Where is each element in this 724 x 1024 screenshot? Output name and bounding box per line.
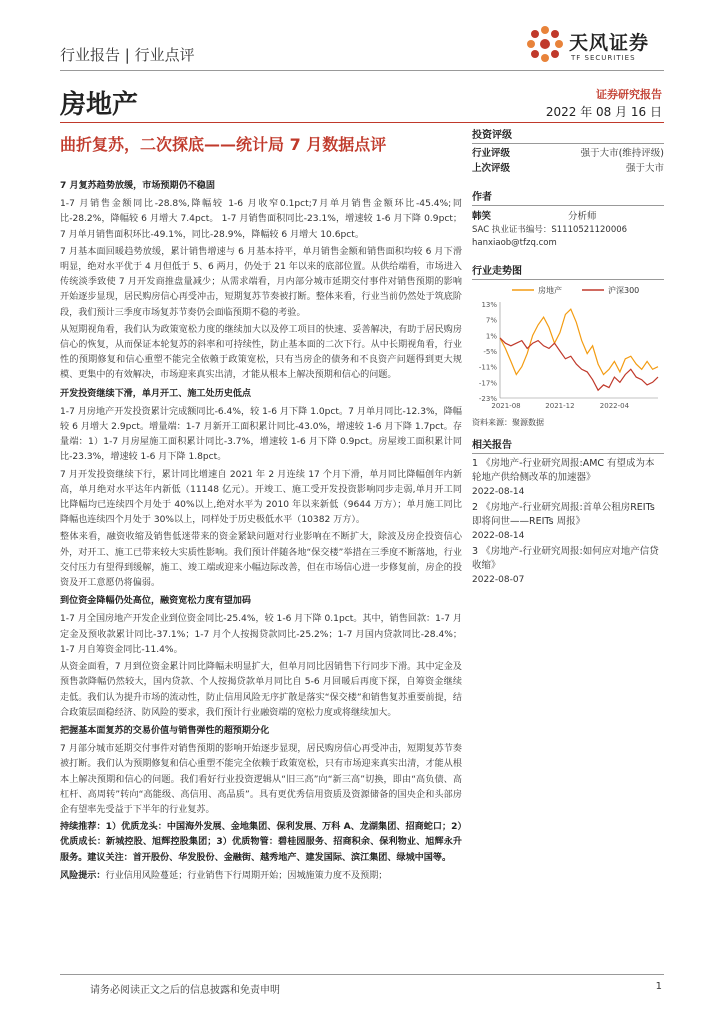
x-tick-label: 2022-04 [599,402,630,410]
related-item[interactable] [472,545,664,587]
rating-value: 强于大市(维持评级) [580,148,664,159]
related-panel [472,436,664,587]
page-number: 1 [655,981,662,992]
trend-chart [472,282,664,412]
y-tick-label: 1% [485,332,497,341]
related-item-date: 2022-08-14 [472,531,525,541]
paragraph: 7 月基本面回暖趋势放缓，累计销售增速与 6 月基本持平，单月销售金额和销售面积均较 6 月下滑明显，绝对水平优于 4 月但低于 5、6 两月，仍处于 21 年以来的底部位置。从供给端看，市场进入传统淡季致使 7 月开发商推盘量减少；从需求端看，月内部分城市延期交付事件对销售预期的影响开始逐步显现，居民购房信心再受冲击，短期复苏节奏被打断。整体来看，行业当前仍然处于筑底阶段，我们预计三季度市场复苏节奏仍会面临预期不稳的考验。 [60,246,462,318]
section-heading: 到位资金降幅仍处高位，融资宽松力度有望加码 [60,596,251,607]
legend-label: 房地产 [538,286,562,295]
rating-title: 投资评级 [472,130,512,141]
author-row [472,210,664,224]
related-item-title[interactable]: 1 《房地产-行业研究周报:AMC 有望成为本轮地产供给侧改革的加速器》 [472,458,655,483]
related-item[interactable] [472,501,664,543]
headline: 曲折复苏，二次探底——统计局 7 月数据点评 [60,135,387,154]
logo-name: 天风证券 [569,32,650,54]
paragraph: 从资金面看，7 月到位资金累计同比降幅未明显扩大，但单月同比因销售下行同步下滑。其中定金及预售款降幅仍然较大，国内贷款、个人按揭贷款单月同比自 5-6 月回暖后再度下探，自筹资金继续走低。我们认为提升市场的流动性，防止信用风险无序扩散是落实“保交楼”和销售复苏重要前提，结合政策层面稳经济、防风险的要求，我们预计行业融资端的宽松力度或将继续加大。 [60,662,462,718]
x-tick-label: 2021-12 [545,402,575,410]
rating-row [472,146,664,161]
y-tick-label: -5% [483,348,497,356]
risk-label: 风险提示： [60,870,106,881]
risk-note [60,869,462,884]
rating-key: 行业评级 [472,148,511,159]
y-tick-label: -17% [478,379,497,388]
chart-title: 行业走势图 [472,266,522,277]
related-item-title[interactable]: 3 《房地产-行业研究周报:如何应对地产信贷收缩》 [472,546,659,571]
related-divider [472,453,664,454]
chart-divider [472,279,664,280]
series-line [500,309,658,374]
report-date: 2022 年 08 月 16 日 [545,105,662,119]
y-tick-label: 13% [481,301,497,309]
paragraph: 从短期视角看，我们认为政策宽松力度的继续加大以及停工项目的快速、妥善解决，有助于居民购房信心的恢复，从而保证本轮复苏的斜率和可持续性，防止基本面的二次下行。从中长期视角看，行业性的预期修复和信心重塑不能完全依赖于政策宽松，只有当房企的债务和不良资产问题得到更大规模、更集中的有效解决，市场迎来真实出清，才能从根本上解决预期和信心的问题。 [60,324,462,381]
author-title: 作者 [472,192,492,203]
paragraph: 1-7 月房地产开发投资累计完成额同比-6.4%，较 1-6 月下降 1.0pct。7 月单月同比-12.3%，降幅较 6 月增大 2.9pct。增量端：1-7 月新开工面积累计同比-43.0%，增速较 1-6 月下降 1.7pct。存量端：1）1-7 月房屋施工面积累计同比-3.7%，增速较 1-6 月下降 0.9pct。房屋竣工面积累计同比-23.3%，增速较 1-6 月下降 1.8pct。 [60,406,462,463]
rating-panel [472,126,664,176]
legend-label: 沪深300 [608,286,640,295]
section-heading: 开发投资继续下滑，单月开工、施工处历史低点 [60,388,251,399]
x-tick-label: 2021-08 [491,402,521,410]
paragraph: 7 月开发投资继续下行，累计同比增速自 2021 年 2 月连续 17 个月下滑，单月同比降幅创年内新高，单月绝对水平达年内新低（11148 亿元）。开竣工、施工受开发投资影响同步走弱,单月开工同比降幅均已连续四个月处于 40%以上,绝对水平为 2010 年以来新低（9644 万方）；单月施工同比降幅也连续四个月处于 30%以上，同样处于历史极低水平（10382 万方）。 [60,469,462,526]
industry-title: 房地产 [60,90,139,120]
author-email[interactable]: hanxiaob@tfzq.com [472,238,557,248]
y-tick-label: -11% [478,363,497,372]
author-license: SAC 执业证书编号：S1110521120006 [472,225,628,235]
paragraph: 持续推荐：1）优质龙头：中国海外发展、金地集团、保利发展、万科 A、龙湖集团、招商蛇口；2）优质成长：新城控股、旭辉控股集团；3）优质物管：碧桂园服务、招商积余、保利物业、旭辉永升服务。建议关注：首开股份、华发股份、金融街、越秀地产、建发国际、滨江集团、绿城中国等。 [60,822,462,863]
author-name: 韩笑 [472,211,492,222]
rating-row [472,161,664,176]
main-content [60,176,462,886]
y-tick-label: 7% [485,316,497,325]
footer-disclaimer: 请务必阅读正文之后的信息披露和免责申明 [90,985,280,996]
related-title: 相关报告 [472,440,512,451]
rating-value: 强于大市 [625,163,664,174]
author-panel [472,188,664,250]
paragraph: 整体来看，融资收缩及销售低迷带来的资金紧缺问题对行业影响在不断扩大，除波及房企投资信心外，对开工、施工已带来较大实质性影响。我们预计伴随各地“保交楼”举措在三季度不断落地，行业交付压力有望得到缓解，施工、竣工端或迎来小幅边际改善，但在市场信心进一步修复前，房企的投资及开工意愿仍将偏弱。 [60,532,462,589]
section-heading: 把握基本面复苏的交易价值与销售弹性的超预期分化 [60,725,270,736]
rating-divider [472,143,664,144]
series-line [500,338,658,390]
report-label: 证券研究报告 [596,88,662,101]
risk-text: 行业信用风险蔓延；行业销售下行周期开始；因城施策力度不及预期； [105,870,388,881]
related-item-title[interactable]: 2 《房地产-行业研究周报:首单公租房REITs 即将问世——REITs 周报》 [472,502,655,527]
section-heading: 7 月复苏趋势放缓，市场预期仍不稳固 [60,181,215,191]
related-item-date: 2022-08-14 [472,487,525,497]
paragraph: 7 月部分城市延期交付事件对销售预期的影响开始逐步显现，居民购房信心再受冲击，短期复苏节奏被打断。我们认为预期修复和信心重塑不能完全依赖于政策宽松，只有市场迎来真实出清，才能从根本上解决预期和信心的问题。我们看好行业投资逻辑从“旧三高”向“新三高”切换，即由“高负债、高杠杆、高周转”转向“高能级、高信用、高品质”。具有更优秀信用资质及资源储备的国央企和头部房企有望率先受益于下半年的行业复苏。 [60,744,462,815]
paragraph: 1-7 月全国房地产开发企业到位资金同比-25.4%，较 1-6 月下降 0.1pct。其中，销售回款：1-7 月定金及预收款累计同比-37.1%；1-7 月个人按揭贷款同比-25.2%；1-7 月国内贷款同比-28.4%；1-7 月自筹资金同比-11.4%。 [60,614,462,655]
doc-type: 行业报告 | 行业点评 [60,46,195,64]
logo-icon [525,24,565,64]
logo [525,20,675,70]
author-divider [472,205,664,206]
chart-panel [472,262,664,428]
footer-divider [60,974,664,975]
related-item-date: 2022-08-07 [472,575,525,585]
chart-source: 资料来源：聚源数据 [472,418,544,427]
rating-key: 上次评级 [472,163,511,174]
logo-subtitle: TF SECURITIES [571,54,636,62]
paragraph: 1-7 月销售金额同比-28.8%,降幅较 1-6 月收窄0.1pct;7月单月销售金额环比-45.4%;同比-28.2%，降幅较 6 月增大 7.4pct。 1-7 月销售面积同比-23.1%，增速较 1-6 月下降 0.9pct；7 月单月销售面积环比-49.1%，同比-28.9%，降幅较 6 月增大 10.6pct。 [60,199,462,240]
y-tick-label: -23% [478,395,497,403]
title-divider [60,122,664,123]
author-role: 分析师 [568,211,597,222]
header-divider [60,70,664,71]
related-item[interactable] [472,457,664,499]
